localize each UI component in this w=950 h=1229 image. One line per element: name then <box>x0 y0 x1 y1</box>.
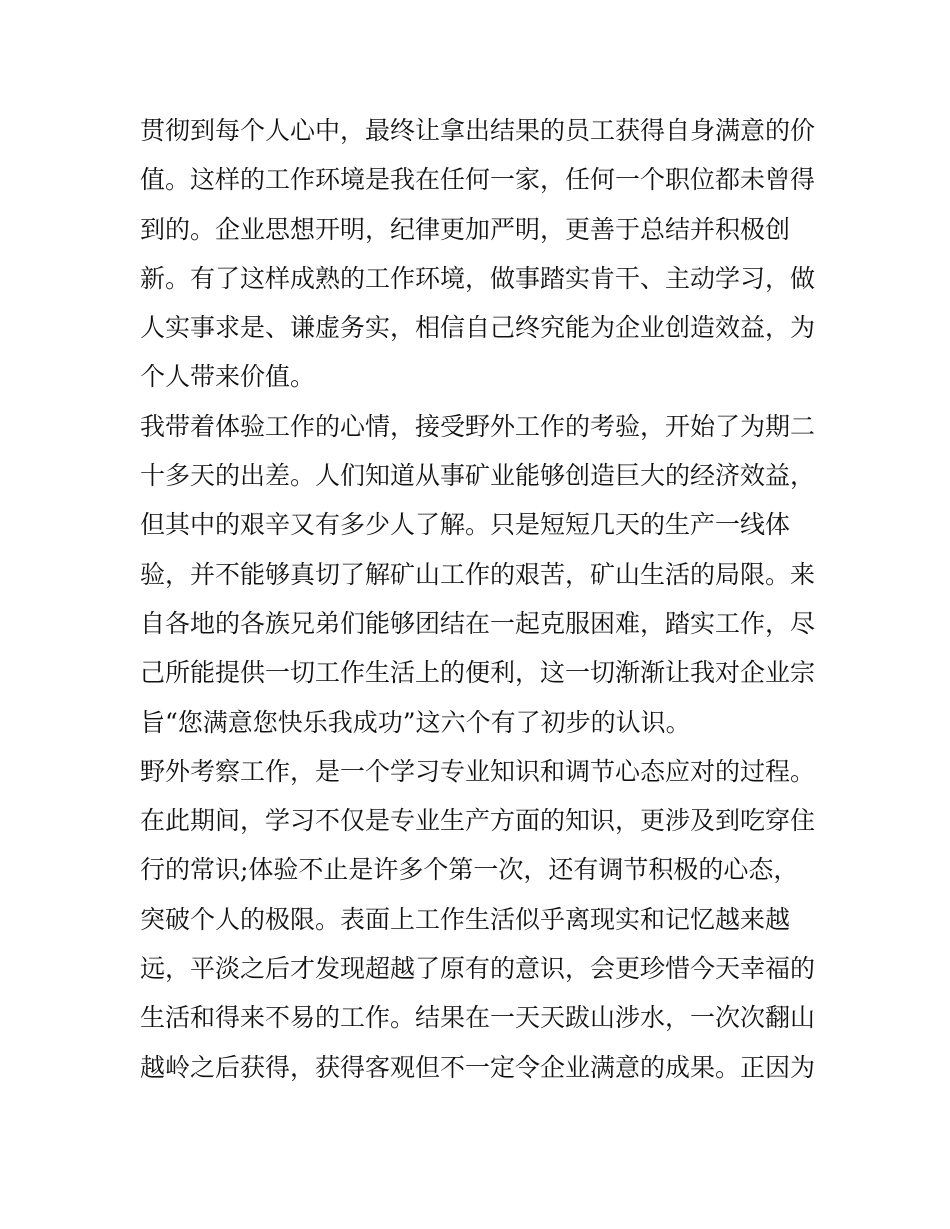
document-body-text <box>140 106 820 1092</box>
text-line: 人实事求是、谦虚务实，相信自己终究能为企业创造效益，为 <box>140 313 816 343</box>
text-line: 到的。企业思想开明，纪律更加严明，更善于总结并积极创 <box>140 214 791 244</box>
text-line: 在此期间，学习不仅是专业生产方面的知识，更涉及到吃穿住 <box>140 806 816 836</box>
text-line: 但其中的艰辛又有多少人了解。只是短短几天的生产一线体 <box>140 510 791 540</box>
text-line: 我带着体验工作的心情，接受野外工作的考验，开始了为期二 <box>140 411 816 441</box>
text-line: 越岭之后获得，获得客观但不一定令企业满意的成果。正因为 <box>140 1052 816 1082</box>
text-line: 个人带来价值。 <box>140 362 316 392</box>
text-line: 自各地的各族兄弟们能够团结在一起克服困难，踏实工作，尽 <box>140 608 816 638</box>
text-line: 己所能提供一切工作生活上的便利，这一切渐渐让我对企业宗 <box>140 658 816 688</box>
text-line: 野外考察工作，是一个学习专业知识和调节心态应对的过程。 <box>140 756 816 786</box>
text-line: 验，并不能够真切了解矿山工作的艰苦，矿山生活的局限。来 <box>140 559 816 589</box>
text-line: 值。这样的工作环境是我在任何一家，任何一个职位都未曾得 <box>140 165 816 195</box>
text-line: 生活和得来不易的工作。结果在一天天跋山涉水，一次次翻山 <box>140 1003 816 1033</box>
text-line: 旨“您满意您快乐我成功”这六个有了初步的认识。 <box>140 707 691 737</box>
text-line: 突破个人的极限。表面上工作生活似乎离现实和记忆越来越 <box>140 904 791 934</box>
text-line: 新。有了这样成熟的工作环境，做事踏实肯干、主动学习，做 <box>140 263 816 293</box>
text-line: 行的常识;体验不止是许多个第一次，还有调节积极的心态， <box>140 855 799 885</box>
text-line: 贯彻到每个人心中，最终让拿出结果的员工获得自身满意的价 <box>140 116 816 145</box>
text-line: 十多天的出差。人们知道从事矿业能够创造巨大的经济效益， <box>140 461 816 491</box>
text-line: 远，平淡之后才发现超越了原有的意识，会更珍惜今天幸福的 <box>140 954 816 984</box>
